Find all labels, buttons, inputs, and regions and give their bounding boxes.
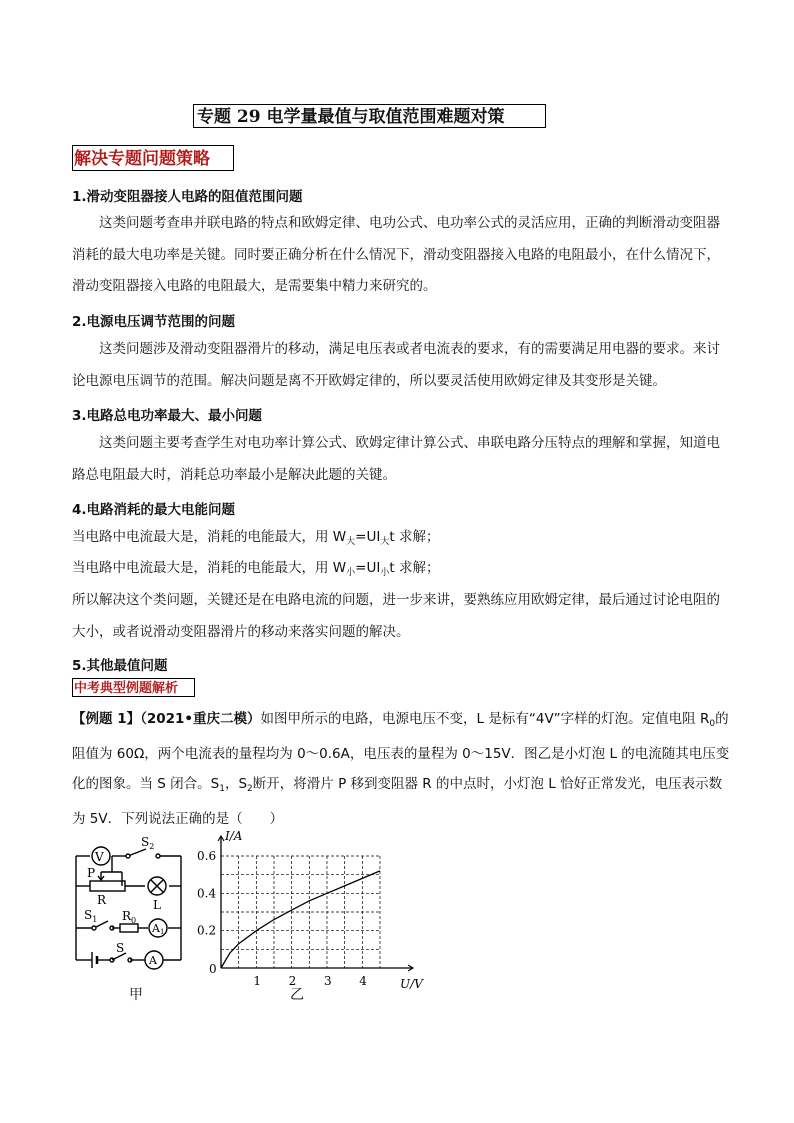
section-1-heading: 1.滑动变阻器接人电路的阻值范围问题 bbox=[72, 189, 303, 205]
y-tick-label: 0.2 bbox=[197, 923, 217, 938]
circuit-label-s1: $S_1$ bbox=[84, 908, 98, 924]
x-tick-label: 2 bbox=[288, 974, 297, 988]
x-tick-label: 1 bbox=[253, 974, 261, 988]
origin-label: 0 bbox=[209, 962, 217, 976]
circuit-label-s2: $S_2$ bbox=[141, 835, 155, 851]
circuit-label-r: R bbox=[97, 893, 107, 907]
section-5-heading: 5.其他最值问题 bbox=[72, 658, 168, 674]
circuit-label-p: P bbox=[87, 866, 96, 880]
section-4-heading: 4.电路消耗的最大电能问题 bbox=[72, 502, 236, 518]
document-title: 专题 29 电学量最值与取值范围难题对策 bbox=[193, 104, 546, 128]
circuit-label-a1: A1 bbox=[152, 922, 165, 936]
x-tick-label: 4 bbox=[359, 974, 367, 988]
section-2-heading: 2.电源电压调节范围的问题 bbox=[72, 314, 236, 330]
section-4-line-1: 当电路中电流最大是，消耗的电能最大，用 $W_大=UI_大t$ 求解； bbox=[72, 529, 440, 547]
circuit-label-voltmeter: V bbox=[95, 850, 104, 864]
circuit-label-r0: $R_0$ bbox=[122, 909, 137, 925]
strategy-heading: 解决专题问题策略 bbox=[72, 145, 234, 171]
section-2-body: 这类问题涉及滑动变阻器滑片的移动，满足电压表或者电流表的要求，有的需要满足用电器的要求。来讨论电源电压调节的范围。解决问题是离不开欧姆定律的，所以要灵活使用欧姆定律及其变形是关键。 bbox=[72, 341, 720, 389]
section-4-body: 所以解决这个类问题，关键还是在电路电流的问题，进一步来讲，要熟练应用欧姆定律，最后通过讨论电阻的大小，或者说滑动变阻器滑片的移动来落实问题的解决。 bbox=[72, 592, 720, 640]
circuit-caption: 甲 bbox=[129, 987, 143, 1003]
circuit-label-a: A bbox=[149, 954, 157, 967]
circuit-label-lamp: L bbox=[153, 898, 161, 912]
chart-caption: 乙 bbox=[290, 987, 304, 1003]
x-axis-label: U/V bbox=[400, 977, 423, 991]
section-1-body: 这类问题考查串并联电路的特点和欧姆定律、电功公式、电功率公式的灵活应用，正确的判断滑动变阻器消耗的最大电功率是关键。同时要正确分析在什么情况下，滑动变阻器接入电路的电阻最小，在什么情况下，滑动变阻器接入电路的电阻最大，是需要集中精力来研究的。 bbox=[72, 215, 720, 294]
y-axis-label: I/A bbox=[225, 829, 243, 843]
example-1-text: 【例题 1】（2021•重庆二模）如图甲所示的电路，电源电压不变，L 是标有“4V”字样的灯泡。定值电阻 $R_0$的阻值为 60Ω，两个电流表的量程均为 0～0.6A，电压表的量程为 0～15V．图乙是小灯泡 L 的电流随其电压变化的图象。当 S 闭合。$S_1$，$S_2$断开，将滑片 P 移到变阻器 R 的中点时，小灯泡 L 恰好正常发光，电压表示数为 5V．下列说法正确的是（ ） bbox=[72, 711, 730, 827]
current-voltage-chart bbox=[195, 826, 430, 1006]
y-tick-label: 0.6 bbox=[197, 849, 217, 863]
section-4-line-2: 当电路中电流最大是，消耗的电能最大，用 $W_小=UI_小t$ 求解； bbox=[72, 560, 440, 578]
x-tick-label: 3 bbox=[323, 974, 332, 988]
y-tick-label: 0.4 bbox=[197, 886, 217, 901]
circuit-label-s: S bbox=[116, 941, 125, 955]
section-3-body: 这类问题主要考查学生对电功率计算公式、欧姆定律计算公式、串联电路分压特点的理解和掌握，知道电路总电阻最大时，消耗总功率最小是解决此题的关键。 bbox=[72, 435, 720, 483]
example-heading: 中考典型例题解析 bbox=[72, 678, 195, 697]
series-line bbox=[221, 871, 380, 968]
section-3-heading: 3.电路总电功率最大、最小问题 bbox=[72, 408, 263, 424]
circuit-diagram bbox=[70, 832, 195, 982]
